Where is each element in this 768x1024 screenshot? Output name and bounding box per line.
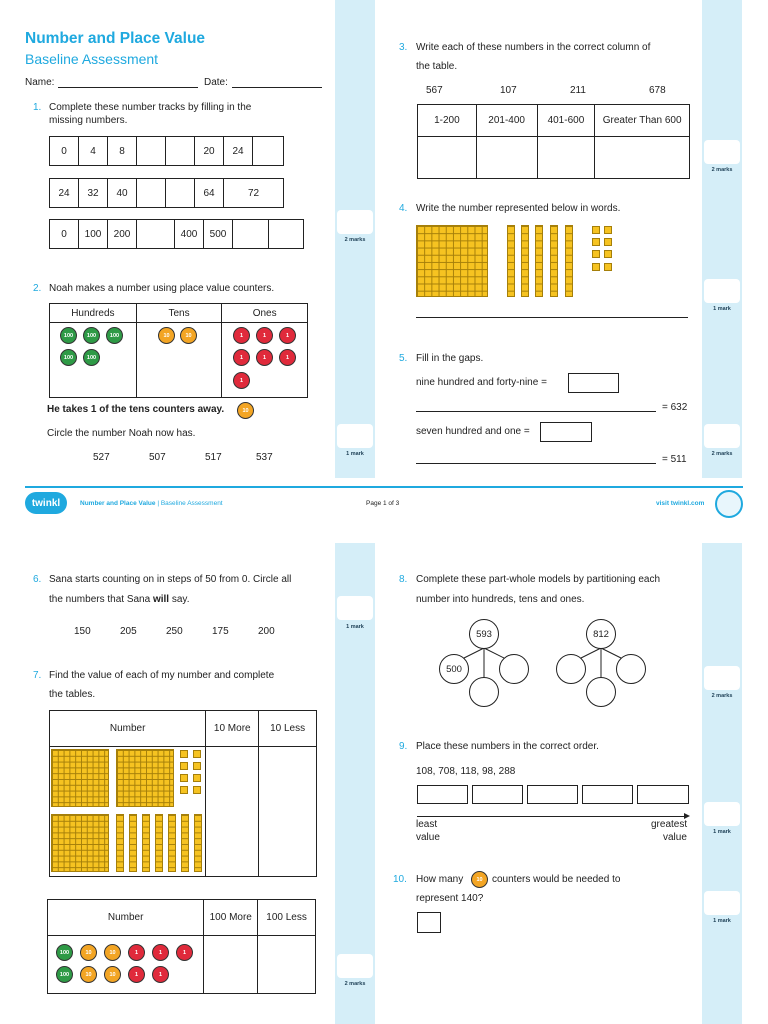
footer-link[interactable]: visit twinkl.com: [656, 500, 705, 507]
answer-option[interactable]: 200: [258, 626, 275, 637]
gap-text: nine hundred and forty-nine =: [416, 377, 547, 388]
question-text: represent 140?: [416, 893, 484, 904]
ones-counter: 1: [256, 349, 273, 366]
question-text: Noah makes a number using place value counters.: [49, 283, 275, 294]
ones-counter: 1: [233, 327, 250, 344]
question-number: 4.: [399, 203, 408, 214]
hundreds-counter: 100: [83, 327, 100, 344]
answer-option[interactable]: 517: [205, 452, 222, 463]
question-text: Place these numbers in the correct order.: [416, 741, 599, 752]
order-box[interactable]: [637, 785, 689, 804]
ones-counter: 1: [233, 372, 250, 389]
track-cell: 100: [79, 220, 108, 248]
mark-label-q7: 2 marks: [344, 981, 366, 987]
mark-label-q4: 1 mark: [713, 306, 731, 312]
number-to-sort: 678: [649, 85, 666, 96]
track-cell: 500: [204, 220, 233, 248]
order-box[interactable]: [472, 785, 523, 804]
question-text: missing numbers.: [49, 115, 128, 126]
gap-text: = 511: [662, 454, 687, 465]
question-number: 9.: [399, 741, 408, 752]
instruction-text: Circle the number Noah now has.: [47, 428, 196, 439]
least-label: value: [416, 832, 440, 843]
order-box[interactable]: [527, 785, 578, 804]
tens-counter: 10: [180, 327, 197, 344]
order-box[interactable]: [582, 785, 633, 804]
tens-counter: 10: [104, 966, 121, 983]
gap-text: = 632: [662, 402, 688, 413]
col-header: 100 Less: [258, 900, 316, 936]
hundreds-counter: 100: [106, 327, 123, 344]
part-circle[interactable]: [469, 677, 499, 707]
answer-option[interactable]: 507: [149, 452, 166, 463]
track-cell: 8: [108, 137, 137, 165]
date-label: Date:: [204, 77, 228, 88]
track-cell: 400: [175, 220, 204, 248]
tens-counter: 10: [104, 944, 121, 961]
ones-counter: 1: [233, 349, 250, 366]
part-circle[interactable]: [499, 654, 529, 684]
mark-label-q9: 1 mark: [713, 829, 731, 835]
ones-counter: 1: [279, 349, 296, 366]
track-cell: 72: [247, 187, 260, 199]
track-cell: 24: [50, 179, 79, 207]
col-header: 10 Less: [259, 711, 317, 747]
question-text: number into hundreds, tens and ones.: [416, 594, 585, 605]
ones-counter: 1: [176, 944, 193, 961]
answer-option[interactable]: 527: [93, 452, 110, 463]
mark-label-q2: 1 mark: [346, 451, 364, 457]
question-text: Sana starts counting on in steps of 50 from 0. Circle all: [49, 574, 292, 585]
question-text: Complete these number tracks by filling in the: [49, 102, 252, 113]
track-cell: 64: [195, 179, 224, 207]
part-circle[interactable]: [616, 654, 646, 684]
col-header: 201-400: [476, 105, 537, 137]
number-to-sort: 567: [426, 85, 443, 96]
whole-circle: 593: [469, 619, 499, 649]
greatest-label: greatest: [651, 819, 688, 830]
track-cell: 24: [224, 137, 253, 165]
least-label: least: [416, 819, 438, 830]
name-label: Name:: [25, 77, 55, 88]
ones-counter: 1: [128, 944, 145, 961]
question-number: 7.: [33, 670, 42, 681]
mark-label-q8: 2 marks: [711, 693, 733, 699]
ones-counter: 1: [152, 944, 169, 961]
part-circle[interactable]: [556, 654, 586, 684]
answer-option[interactable]: 175: [212, 626, 229, 637]
page-number: Page 1 of 3: [366, 500, 400, 507]
question-text: Write each of these numbers in the correct column of: [416, 42, 651, 53]
track-cell: 0: [50, 137, 79, 165]
order-box[interactable]: [417, 785, 468, 804]
number-to-sort: 211: [570, 85, 586, 96]
part-circle: 500: [439, 654, 469, 684]
ones-counter: 1: [152, 966, 169, 983]
question-text: Write the number represented below in words.: [416, 203, 621, 214]
mark-label-q5: 2 marks: [711, 451, 733, 457]
gap-text: seven hundred and one =: [416, 426, 530, 437]
hundreds-counter: 100: [60, 349, 77, 366]
whole-circle: 812: [586, 619, 616, 649]
col-header: 1-200: [418, 105, 477, 137]
question-text: How many: [416, 874, 464, 885]
question-number: 10.: [393, 874, 407, 885]
question-text: Fill in the gaps.: [416, 353, 484, 364]
question-number: 3.: [399, 42, 408, 53]
tens-counter: 10: [80, 944, 97, 961]
col-header: 10 More: [206, 711, 259, 747]
numbers-to-order: 108, 708, 118, 98, 288: [416, 766, 516, 777]
answer-option[interactable]: 537: [256, 452, 273, 463]
footer-title-text: Number and Place Value: [80, 500, 156, 507]
footer-sep: |: [155, 500, 161, 507]
number-to-sort: 107: [500, 85, 517, 96]
col-header: Number: [48, 900, 204, 936]
col-header: Number: [50, 711, 206, 747]
greatest-label: value: [663, 832, 687, 843]
mark-label-q3: 2 marks: [711, 167, 733, 173]
question-number: 6.: [33, 574, 42, 585]
answer-option[interactable]: 205: [120, 626, 137, 637]
question-number: 8.: [399, 574, 408, 585]
text-part: say.: [169, 594, 190, 605]
hundreds-counter: 100: [56, 966, 73, 983]
hundreds-counter: 100: [83, 349, 100, 366]
col-header-hundreds: Hundreds: [50, 304, 137, 323]
answer-option[interactable]: 150: [74, 626, 91, 637]
mark-label-q1: 2 marks: [344, 237, 366, 243]
question-text: counters would be needed to: [492, 874, 621, 885]
track-cell: 200: [108, 220, 137, 248]
ones-counter: 1: [256, 327, 273, 344]
col-header: Greater Than 600: [595, 105, 690, 137]
ones-counter: 1: [279, 327, 296, 344]
question-text: Find the value of each of my number and complete: [49, 670, 275, 681]
text-emphasis: will: [152, 594, 170, 605]
answer-option[interactable]: 250: [166, 626, 183, 637]
page-subtitle: Baseline Assessment: [25, 51, 159, 67]
mark-label-q10: 1 mark: [713, 918, 731, 924]
question-number: 1.: [33, 102, 42, 113]
question-text: Complete these part-whole models by partitioning each: [416, 574, 661, 585]
page-title: Number and Place Value: [25, 30, 206, 47]
question-number: 2.: [33, 283, 42, 294]
tens-counter: 10: [158, 327, 175, 344]
part-circle[interactable]: [586, 677, 616, 707]
instruction-text: He takes 1 of the tens counters away.: [47, 404, 225, 415]
col-header: 401-600: [537, 105, 595, 137]
col-header-ones: Ones: [222, 304, 308, 323]
ones-counter: 1: [128, 966, 145, 983]
track-cell: 40: [108, 179, 137, 207]
text-part: the numbers that Sana: [49, 594, 153, 605]
question-text: the tables.: [49, 689, 96, 700]
track-cell: 20: [195, 137, 224, 165]
tens-counter: 10: [471, 871, 488, 888]
track-cell: 0: [50, 220, 79, 248]
hundreds-counter: 100: [60, 327, 77, 344]
track-cell: 32: [79, 179, 108, 207]
logo-text: twinkl: [31, 497, 61, 509]
order-arrow: [417, 816, 685, 817]
mark-label-q6: 1 mark: [346, 624, 364, 630]
answer-box[interactable]: [417, 912, 441, 933]
hundreds-counter: 100: [56, 944, 73, 961]
col-header: 100 More: [204, 900, 258, 936]
question-number: 5.: [399, 353, 408, 364]
tens-counter: 10: [80, 966, 97, 983]
col-header-tens: Tens: [136, 304, 222, 323]
footer-subtitle: Baseline Assessment: [160, 500, 223, 507]
tens-counter: 10: [237, 402, 254, 419]
question-text: the table.: [416, 61, 458, 72]
track-cell: 4: [79, 137, 108, 165]
